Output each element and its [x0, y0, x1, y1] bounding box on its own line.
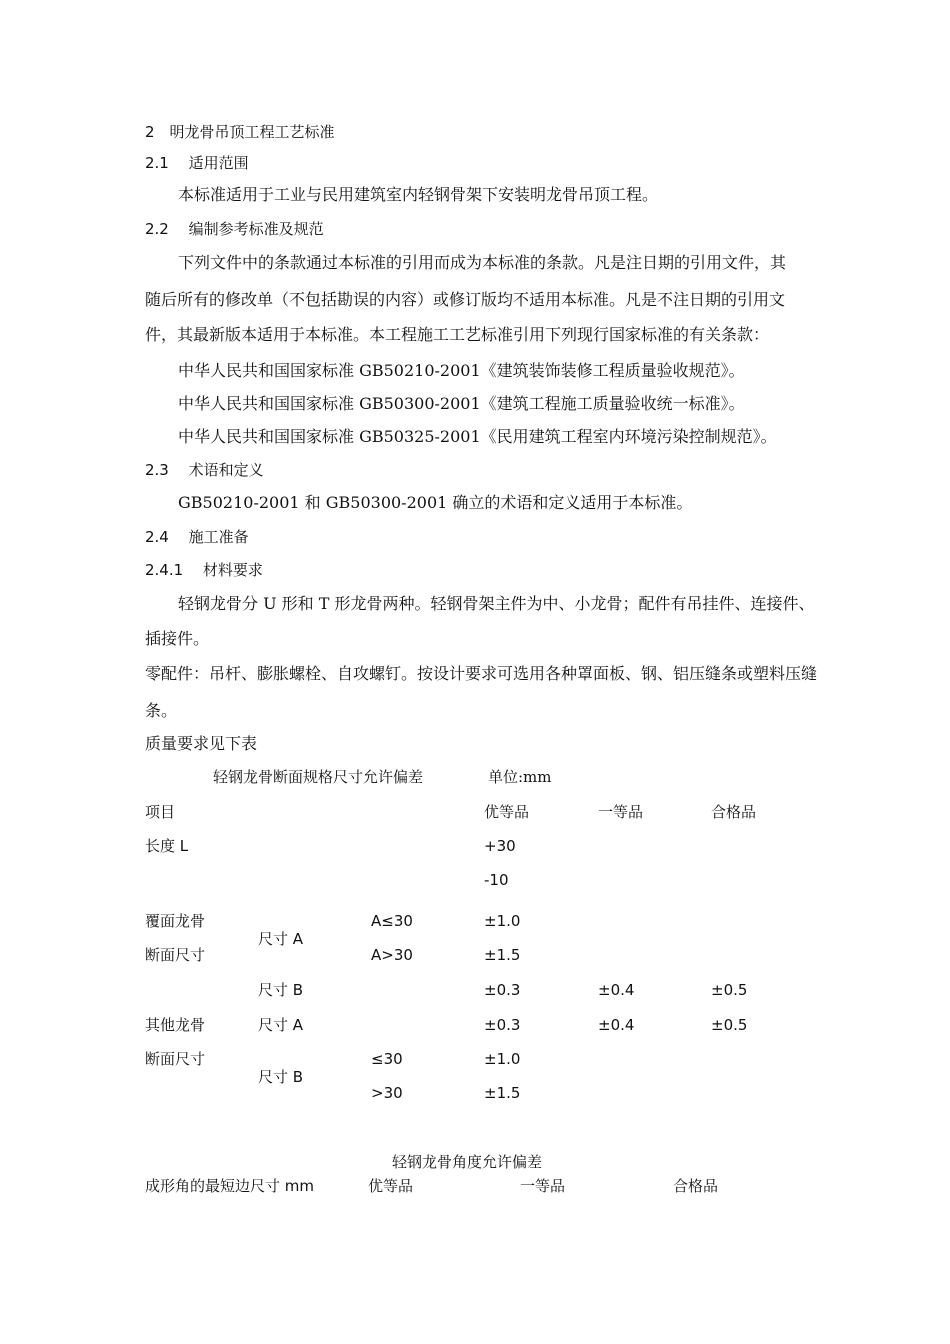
table1-header-excellent: 优等品 — [484, 803, 530, 821]
table2-header-item: 成形角的最短边尺寸 mm — [145, 1177, 314, 1195]
materials-paragraph-line-1: 轻钢龙骨分 U 形和 T 形龙骨两种。轻钢骨架主件为中、小龙骨；配件有吊挂件、连接件、 — [178, 594, 815, 613]
table2-header-excellent: 优等品 — [368, 1177, 414, 1195]
row-cover-a-gt30-value: ±1.5 — [484, 946, 521, 964]
table1-header-qualified: 合格品 — [711, 803, 757, 821]
row-length-label: 长度 L — [145, 837, 189, 855]
row-length-plus: +30 — [484, 837, 516, 855]
row-other-a-qualified: ±0.5 — [711, 1016, 748, 1034]
reference-gb50325: 中华人民共和国国家标准 GB50325-2001《民用建筑工程室内环境污染控制规范》。 — [178, 427, 777, 446]
accessories-paragraph-line-1: 零配件：吊杆、膨胀螺栓、自攻螺钉。按设计要求可选用各种罩面板、钢、铝压缝条或塑料压缝 — [145, 664, 818, 683]
section-2-4-1-heading: 2.4.1 材料要求 — [145, 561, 263, 579]
materials-paragraph-line-2: 插接件。 — [145, 629, 210, 648]
section-2-3-body: GB50210-2001 和 GB50300-2001 确立的术语和定义适用于本标准。 — [178, 493, 693, 512]
table2-header-first: 一等品 — [520, 1177, 566, 1195]
row-other-b-le30-value: ±1.0 — [484, 1050, 521, 1068]
table2-caption: 轻钢龙骨角度允许偏差 — [392, 1153, 543, 1171]
accessories-paragraph-line-2: 条。 — [145, 701, 178, 720]
row-cover-b-first: ±0.4 — [598, 981, 635, 999]
row-cover-a-le30-value: ±1.0 — [484, 912, 521, 930]
row-other-keel-label: 其他龙骨 — [145, 1016, 206, 1034]
row-cover-section-label: 断面尺寸 — [145, 946, 206, 964]
section-2-2-paragraph-line-2: 随后所有的修改单（不包括勘误的内容）或修订版均不适用本标准。凡是不注日期的引用文 — [145, 290, 786, 309]
table1-header-item: 项目 — [145, 803, 176, 821]
row-cover-b-excellent: ±0.3 — [484, 981, 521, 999]
row-cover-keel-label: 覆面龙骨 — [145, 912, 206, 930]
row-other-a-first: ±0.4 — [598, 1016, 635, 1034]
quality-requirement-note: 质量要求见下表 — [145, 734, 258, 753]
section-2-1-body: 本标准适用于工业与民用建筑室内轻钢骨架下安装明龙骨吊顶工程。 — [178, 185, 659, 204]
row-cover-a-gt30: A>30 — [371, 946, 413, 964]
section-2-4-heading: 2.4 施工准备 — [145, 528, 249, 546]
table1-header-first: 一等品 — [598, 803, 644, 821]
row-length-minus: -10 — [484, 871, 509, 889]
reference-gb50210: 中华人民共和国国家标准 GB50210-2001《建筑装饰装修工程质量验收规范》。 — [178, 361, 745, 380]
row-cover-size-a-label: 尺寸 A — [258, 930, 304, 948]
row-other-section-label: 断面尺寸 — [145, 1050, 206, 1068]
table1-unit: 单位:mm — [488, 768, 552, 786]
row-cover-size-b-label: 尺寸 B — [258, 981, 304, 999]
section-2-2-paragraph-line-3: 件，其最新版本适用于本标准。本工程施工工艺标准引用下列现行国家标准的有关条款： — [145, 325, 770, 344]
row-cover-a-le30: A≤30 — [371, 912, 413, 930]
row-other-b-gt30-value: ±1.5 — [484, 1084, 521, 1102]
section-2-3-heading: 2.3 术语和定义 — [145, 461, 264, 479]
table1-caption: 轻钢龙骨断面规格尺寸允许偏差 — [213, 768, 424, 786]
row-other-size-b-label: 尺寸 B — [258, 1068, 304, 1086]
reference-gb50300: 中华人民共和国国家标准 GB50300-2001《建筑工程施工质量验收统一标准》。 — [178, 394, 745, 413]
row-other-b-gt30: >30 — [371, 1084, 403, 1102]
section-2-2-heading: 2.2 编制参考标准及规范 — [145, 220, 324, 238]
table2-header-qualified: 合格品 — [673, 1177, 719, 1195]
row-other-b-le30: ≤30 — [371, 1050, 403, 1068]
row-cover-b-qualified: ±0.5 — [711, 981, 748, 999]
section-2-1-heading: 2.1 适用范围 — [145, 154, 249, 172]
row-other-size-a-label: 尺寸 A — [258, 1016, 304, 1034]
row-other-a-excellent: ±0.3 — [484, 1016, 521, 1034]
section-2-heading: 2 明龙骨吊顶工程工艺标准 — [145, 123, 335, 141]
section-2-2-paragraph-line-1: 下列文件中的条款通过本标准的引用而成为本标准的条款。凡是注日期的引用文件，其 — [178, 253, 787, 272]
